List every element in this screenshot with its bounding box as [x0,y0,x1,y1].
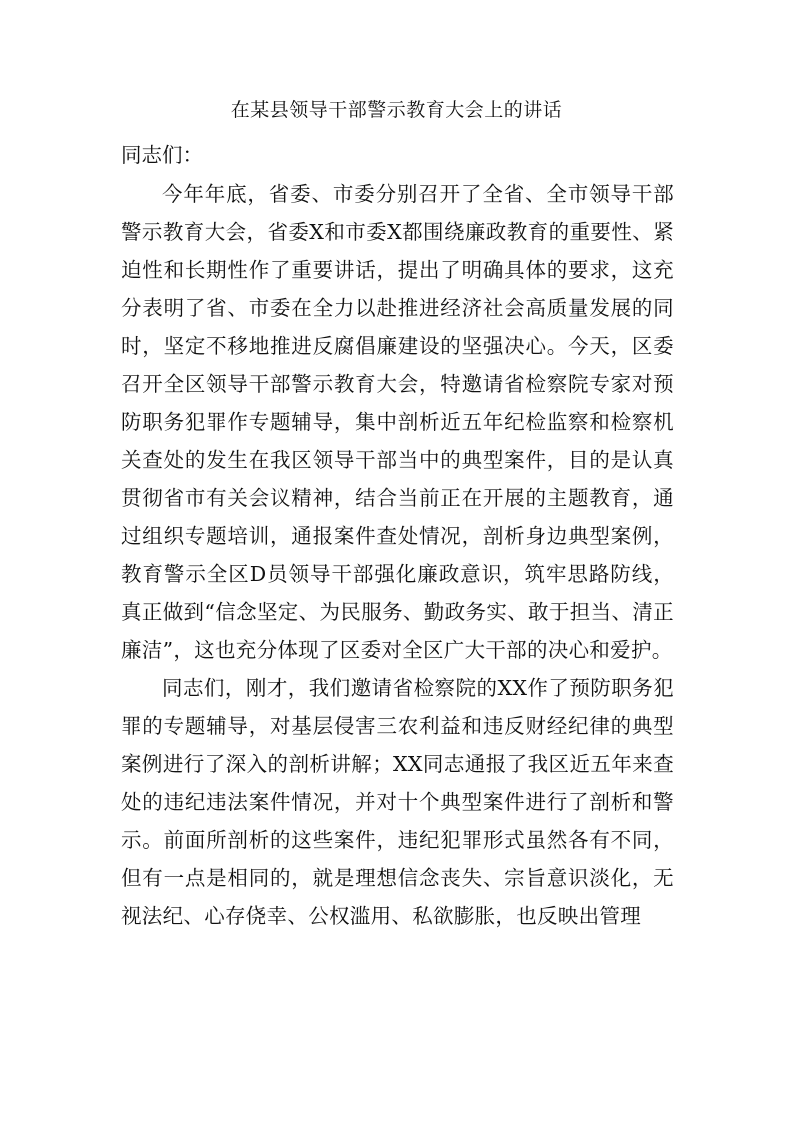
salutation: 同志们： [121,143,203,167]
document-title: 在某县领导干部警示教育大会上的讲话 [230,99,563,121]
paragraph: 今年年底，省委、市委分别召开了全省、全市领导干部警示教育大会，省委X和市委X都围绕廉政教育的重要性、紧迫性和长期性作了重要讲话，提出了明确具体的要求，这充分表明了省、市委在全力以赴推进经济社会高质量发展的同时，坚定不移地推进反腐倡廉建设的坚强决心。今天，区委召开全区领导干部警示教育大会，特邀请省检察院专家对预防职务犯罪作专题辅导，集中剖析近五年纪检监察和检察机关查处的发生在我区领导干部当中的典型案件，目的是认真贯彻省市有关会议精神，结合当前正在开展的主题教育，通过组织专题培训，通报案件查处情况，剖析身边典型案例，教育警示全区D员领导干部强化廉政意识，筑牢思路防线，真正做到“信念坚定、为民服务、勤政务实、敢于担当、清正廉洁”，这也充分体现了区委对全区广大干部的决心和爱护。 [121,182,674,662]
paragraph: 同志们，刚才，我们邀请省检察院的XX作了预防职务犯罪的专题辅导，对基层侵害三农利益和违反财经纪律的典型案例进行了深入的剖析讲解；XX同志通报了我区近五年来查处的违纪违法案件情况，并对十个典型案件进行了剖析和警示。前面所剖析的这些案件，违纪犯罪形式虽然各有不同，但有一点是相同的，就是理想信念丧失、宗旨意识淡化，无视法纪、心存侥幸、公权滥用、私欲膨胀，也反映出管理 [121,676,674,928]
document-body [121,175,674,935]
